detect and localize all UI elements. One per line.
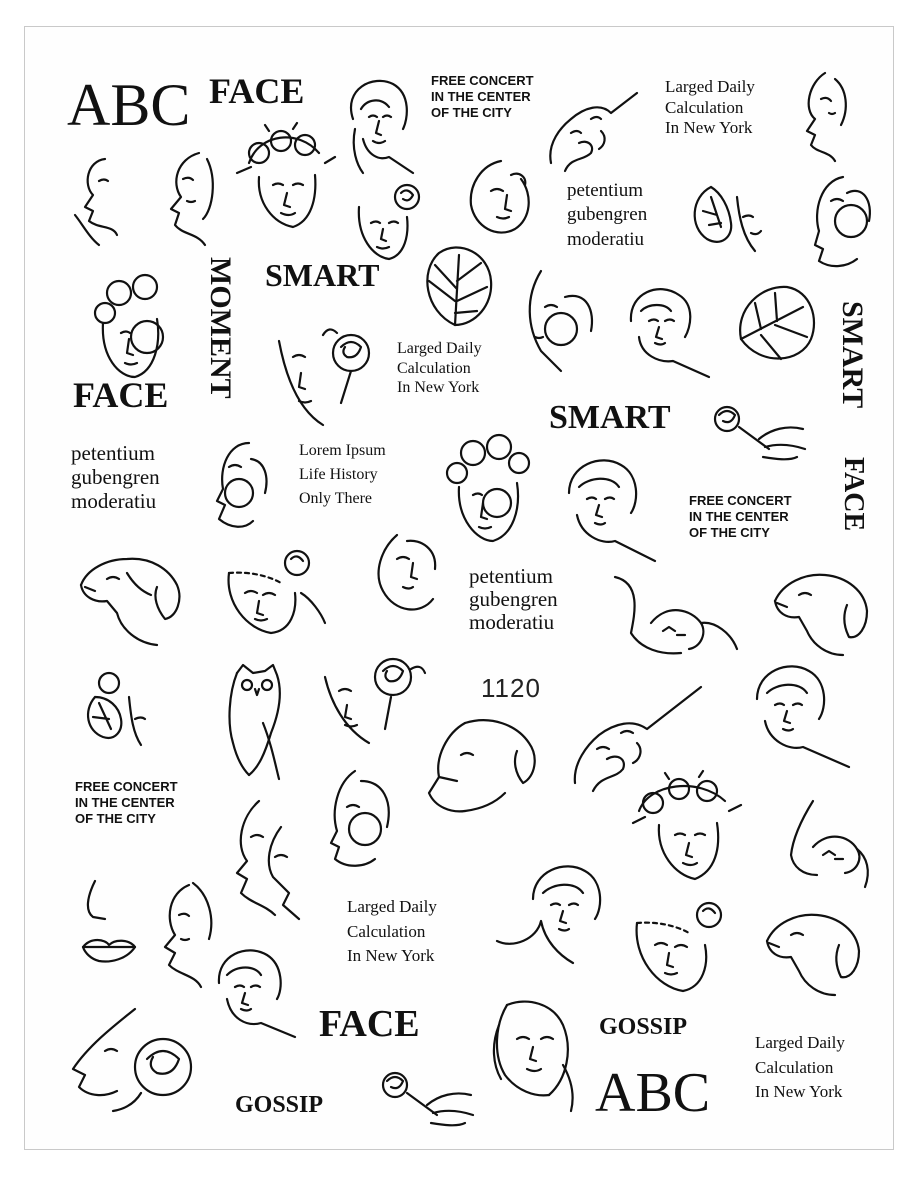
line-face-circle-icon-3 <box>325 767 405 877</box>
line-face-rose-icon-3 <box>221 543 331 643</box>
abc-text-top: ABC <box>67 72 191 138</box>
line-face-leaf-icon-1 <box>681 167 781 267</box>
larged-daily-text-1: Larged Daily Calculation In New York <box>665 77 755 138</box>
line-face-rose-icon-4 <box>321 639 431 749</box>
line-faces-double-icon <box>229 797 309 927</box>
smart-text-vertical: SMART <box>836 301 869 409</box>
line-face-flowers-icon-2 <box>75 263 185 393</box>
line-face-flower-crown-icon-2 <box>629 771 749 891</box>
larged-daily-text-2: Larged Daily Calculation In New York <box>397 340 482 397</box>
sticker-sheet <box>24 26 894 1150</box>
face-text-top: FACE <box>209 71 305 111</box>
lorem-text: Lorem Ipsum Life History Only There <box>299 442 386 507</box>
moment-text-vertical: MOMENT <box>204 257 237 399</box>
line-face-bob-icon-6 <box>211 943 301 1043</box>
free-concert-text-1: FREE CONCERT IN THE CENTER OF THE CITY <box>431 73 534 120</box>
rose-hand-icon-1 <box>705 399 815 469</box>
petentium-text-2: petentium gubengren moderatiu <box>71 441 160 514</box>
line-face-profile-icon <box>795 69 855 169</box>
monstera-leaf-icon-1 <box>415 241 495 331</box>
free-concert-text-2: FREE CONCERT IN THE CENTER OF THE CITY <box>689 493 792 540</box>
gossip-text-2: GOSSIP <box>235 1092 324 1118</box>
rose-hand-icon-2 <box>373 1065 483 1135</box>
larged-daily-text-4: Larged Daily Calculation In New York <box>755 1033 845 1102</box>
line-kissing-faces-icon <box>541 83 641 183</box>
line-face-flowers-icon-3 <box>433 427 543 557</box>
smart-text-2: SMART <box>549 399 671 436</box>
line-face-bob-icon <box>333 69 423 179</box>
line-lips-nose-icon <box>75 877 145 987</box>
dog-head-icon-2 <box>771 561 871 661</box>
dog-head-icon-4 <box>763 901 863 1001</box>
line-face-bob-icon-5 <box>493 859 613 969</box>
line-face-abstract-icon-3 <box>367 529 447 629</box>
abc-text-bottom: ABC <box>595 1062 711 1124</box>
product-code-label: 1120 <box>481 673 541 703</box>
line-face-bob-icon-4 <box>749 659 859 769</box>
free-concert-text-3: FREE CONCERT IN THE CENTER OF THE CITY <box>75 779 178 826</box>
line-face-circle-icon-1 <box>807 171 877 281</box>
line-face-abstract-icon-1 <box>461 155 541 245</box>
line-face-rose-icon-6 <box>65 1005 195 1115</box>
line-face-rose-icon-2 <box>271 313 391 433</box>
line-face-circle-icon-2 <box>209 437 289 537</box>
line-face-rose-icon-5 <box>629 893 739 1003</box>
dog-head-icon-3 <box>425 713 545 833</box>
gossip-text-1: GOSSIP <box>599 1014 688 1040</box>
face-text-left: FACE <box>73 375 169 415</box>
face-text-bottom: FACE <box>319 1003 420 1045</box>
line-face-front-icon <box>487 995 577 1115</box>
line-face-side-icon-1 <box>69 155 129 255</box>
line-face-bob-icon-3 <box>561 453 671 563</box>
line-face-abstract-icon-2 <box>521 267 601 377</box>
line-face-bob-icon-2 <box>619 281 719 381</box>
dog-abstract-icon-1 <box>611 573 741 663</box>
dog-head-icon-1 <box>77 539 187 649</box>
petentium-text-1: petentium gubengren moderatiu <box>567 180 648 250</box>
monstera-leaf-icon-2 <box>731 279 821 369</box>
owl-icon <box>219 663 299 783</box>
line-face-flower-crown-icon <box>229 123 339 243</box>
smart-text-1: SMART <box>265 257 380 293</box>
line-face-side-icon-3 <box>149 879 219 999</box>
face-text-vertical: FACE <box>838 457 869 532</box>
dog-abstract-icon-2 <box>783 797 873 897</box>
petentium-text-3: petentium gubengren moderatiu <box>469 564 558 635</box>
larged-daily-text-3: Larged Daily Calculation In New York <box>347 897 437 966</box>
line-face-leaf-icon-2 <box>79 667 169 757</box>
line-face-side-icon-2 <box>147 149 217 259</box>
